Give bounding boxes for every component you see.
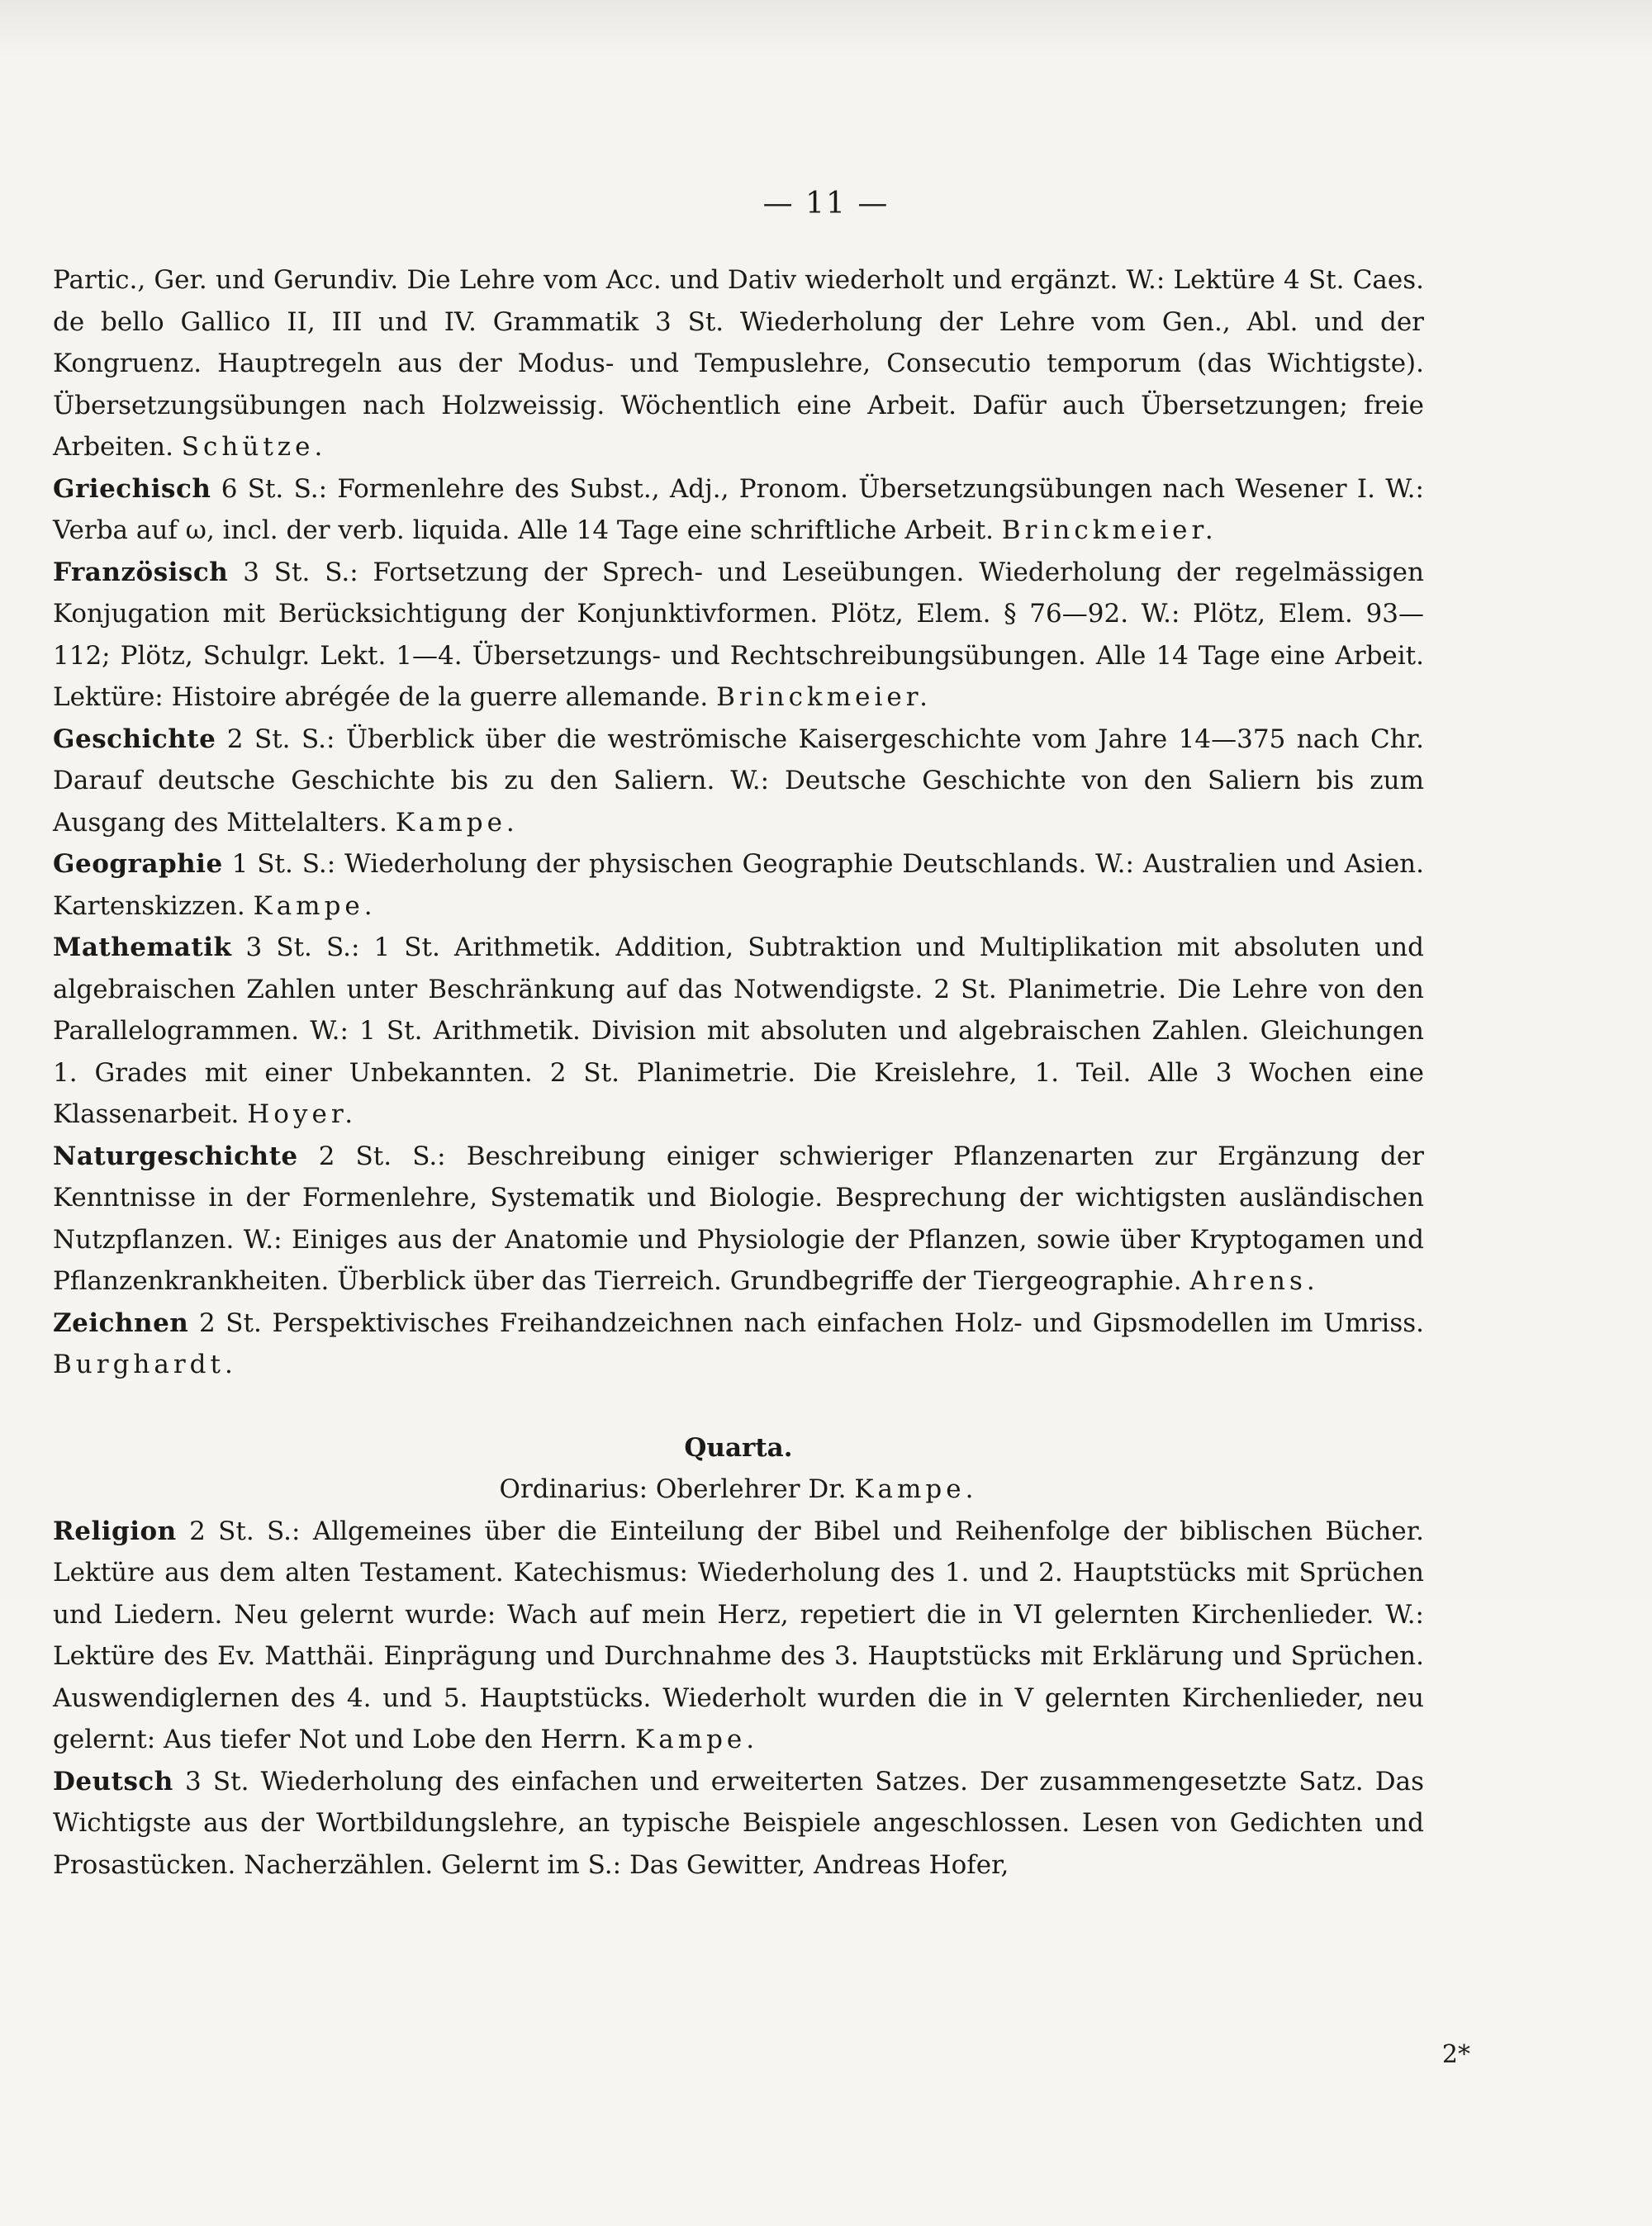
subject-paragraph-naturgeschichte bbox=[53, 1136, 1424, 1303]
subject-text: 2 St. S.: Überblick über die weströmische Kaisergeschichte vom Jahre 14—375 nach Chr. Darauf deutsche Geschichte bis zu den Saliern. W.: Deutsche Geschichte von den Saliern bis zum Ausgang des Mittelalters. bbox=[53, 724, 1424, 838]
teacher-name: Kampe. bbox=[253, 890, 377, 921]
class-title bbox=[53, 1427, 1424, 1469]
subject-heading: Religion bbox=[53, 1516, 177, 1546]
subject-paragraph-griechisch bbox=[53, 468, 1424, 552]
subject-text: 3 St. Wiederholung des einfachen und erweiterten Satzes. Der zusammengesetzte Satz. Das Wichtigste aus der Wortbildungslehre, an typische Beispiele angeschlossen. Lesen von Gedichten und Prosastücken. Nacherzählen. Gelernt im S.: Das Gewitter, Andreas Hofer, bbox=[53, 1766, 1424, 1880]
teacher-name: Ahrens. bbox=[1189, 1266, 1319, 1296]
subject-heading: Französisch bbox=[53, 557, 229, 587]
teacher-name: Brinckmeier. bbox=[1001, 515, 1218, 545]
subject-paragraph-deutsch bbox=[53, 1761, 1424, 1887]
subject-text: 3 St. S.: Fortsetzung der Sprech- und Leseübungen. Wiederholung der regelmässigen Konjugation mit Berücksichtigung der Konjunktivformen. Plötz, Elem. § 76—92. W.: Plötz, Elem. 93—112; Plötz, Schulgr. Lekt. 1—4. Übersetzungs- und Rechtschreibungsübungen. Alle 14 Tage eine Arbeit. Lektüre: Histoire abrégée de la guerre allemande. bbox=[53, 557, 1424, 712]
signature-mark: 2* bbox=[1441, 2040, 1470, 2069]
subject-heading: Griechisch bbox=[53, 473, 211, 504]
teacher-name: Hoyer. bbox=[247, 1099, 358, 1129]
subject-text: 1 St. S.: Wiederholung der physischen Geographie Deutschlands. W.: Australien und Asien. Kartenskizzen. bbox=[53, 849, 1424, 921]
teacher-name: Burghardt. bbox=[53, 1350, 237, 1379]
ordinarius-label: Ordinarius: Oberlehrer Dr. bbox=[499, 1474, 847, 1504]
continuation-text: Partic., Ger. und Gerundiv. Die Lehre vom Acc. und Dativ wiederholt und ergänzt. W.: Lektüre 4 St. Caes. de bello Gallico II, III und IV. Grammatik 3 St. Wiederholung der Lehre vom Gen., Abl. und der Kongruenz. Hauptregeln aus der Modus- und Tempuslehre, Consecutio temporum (das Wichtigste). Übersetzungsübungen nach Holzweissig. Wöchentlich eine Arbeit. Dafür auch Übersetzungen; freie Arbeiten. bbox=[53, 265, 1424, 462]
teacher-name: Kampe. bbox=[395, 807, 519, 838]
subject-paragraph-geographie bbox=[53, 843, 1424, 927]
subject-paragraph-franzoesisch bbox=[53, 552, 1424, 719]
teacher-name: Kampe. bbox=[635, 1725, 759, 1754]
subject-paragraph-religion bbox=[53, 1511, 1424, 1761]
subject-paragraph-mathematik bbox=[53, 927, 1424, 1136]
body-text bbox=[53, 259, 1424, 1886]
ordinarius-line bbox=[53, 1469, 1424, 1511]
class-title-text: Quarta. bbox=[684, 1432, 793, 1463]
subject-paragraph-zeichnen bbox=[53, 1303, 1424, 1386]
subject-heading: Geschichte bbox=[53, 724, 216, 754]
teacher-name: Schütze. bbox=[181, 432, 327, 462]
ordinarius-name: Kampe. bbox=[854, 1474, 978, 1504]
subject-heading: Naturgeschichte bbox=[53, 1141, 298, 1171]
subject-heading: Mathematik bbox=[53, 933, 232, 962]
subject-paragraph-geschichte bbox=[53, 719, 1424, 844]
subject-heading: Zeichnen bbox=[53, 1308, 189, 1338]
subject-text: 3 St. S.: 1 St. Arithmetik. Addition, Subtraktion und Multiplikation mit absoluten und algebraischen Zahlen unter Beschränkung auf das Notwendigste. 2 St. Planimetrie. Die Lehre von den Parallelogrammen. W.: 1 St. Arithmetik. Division mit absoluten und algebraischen Zahlen. Gleichungen 1. Grades mit einer Unbekannten. 2 St. Planimetrie. Die Kreislehre, 1. Teil. Alle 3 Wochen eine Klassenarbeit. bbox=[53, 933, 1424, 1129]
subject-text: 6 St. S.: Formenlehre des Subst., Adj., Pronom. Übersetzungsübungen nach Wesener I. W.: Verba auf ω, incl. der verb. liquida. Alle 14 Tage eine schriftliche Arbeit. bbox=[53, 473, 1424, 545]
subject-text: 2 St. Perspektivisches Freihandzeichnen nach einfachen Holz- und Gipsmodellen im Umriss. bbox=[188, 1308, 1424, 1338]
page-number: — 11 — bbox=[762, 187, 890, 221]
subject-heading: Deutsch bbox=[53, 1766, 173, 1796]
subject-heading: Geographie bbox=[53, 849, 223, 879]
continuation-paragraph bbox=[53, 259, 1424, 468]
teacher-name: Brinckmeier. bbox=[716, 682, 932, 712]
subject-text: 2 St. S.: Beschreibung einiger schwieriger Pflanzenarten zur Ergänzung der Kenntnisse in der Formenlehre, Systematik und Biologie. Besprechung der wichtigsten ausländischen Nutzpflanzen. W.: Einiges aus der Anatomie und Physiologie der Pflanzen, sowie über Kryptogamen und Pflanzenkrankheiten. Überblick über das Tierreich. Grundbegriffe der Tiergeographie. bbox=[53, 1141, 1424, 1296]
subject-text: 2 St. S.: Allgemeines über die Einteilung der Bibel und Reihenfolge der biblischen Bücher. Lektüre aus dem alten Testament. Katechismus: Wiederholung des 1. und 2. Hauptstücks mit Sprüchen und Liedern. Neu gelernt wurde: Wach auf mein Herz, repetiert die in VI gelernten Kirchenlieder. W.: Lektüre des Ev. Matthäi. Einprägung und Durchnahme des 3. Hauptstücks mit Erklärung und Sprüchen. Auswendiglernen des 4. und 5. Hauptstücks. Wiederholt wurden die in V gelernten Kirchenlieder, neu gelernt: Aus tiefer Not und Lobe den Herrn. bbox=[53, 1516, 1424, 1754]
